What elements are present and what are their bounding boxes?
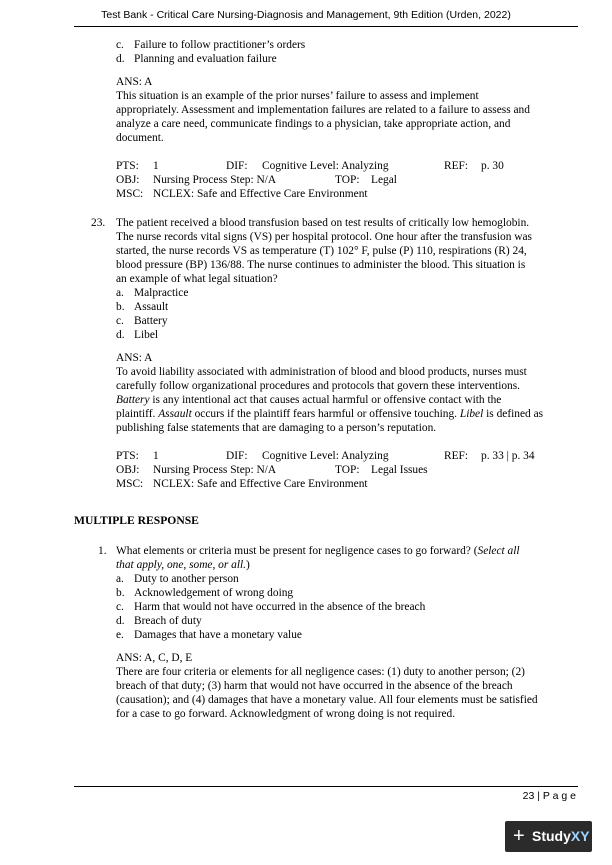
q23-option-a: a. Malpractice (116, 287, 189, 299)
q22-rationale-line: appropriately. Assessment and implementation failures are related to a failure to assess and (116, 104, 530, 116)
mr1-option-b: b. Acknowledgement of wrong doing (116, 587, 294, 599)
mr1-option-a: a. Duty to another person (116, 573, 239, 585)
q23-answer: ANS: A (116, 352, 153, 364)
q22-rationale-line: analyze a care need, communicate findings to a physician, take appropriate action, and (116, 118, 511, 130)
q23-option-d: d. Libel (116, 329, 159, 341)
q23-option-b: b. Assault (116, 301, 169, 313)
page-number: 23 | P a g e (522, 790, 576, 802)
studyxy-badge[interactable] (505, 821, 592, 852)
q23-rationale-line: carefully follow organizational procedures and protocols that govern these interventions. (116, 380, 521, 392)
q22-option-d: d. Planning and evaluation failure (116, 53, 277, 65)
q23-rationale-line: publishing false statements that are damaging to a person’s reputation. (116, 422, 437, 434)
mr1-stem-line: What elements or criteria must be present for negligence cases to go forward? (Select all (116, 545, 520, 557)
q22-answer: ANS: A (116, 76, 153, 88)
q23-stem-line: blood pressure (BP) 136/88. The nurse continues to administer the blood. This situation is (116, 259, 526, 271)
q23-stem-line: The patient received a blood transfusion based on test results of critically low hemoglobin. (116, 217, 530, 229)
mr1-stem-line: that apply, one, some, or all.) (116, 559, 250, 571)
mr1-rationale-line: There are four criteria or elements for all negligence cases: (1) duty to another person; (2) (116, 666, 525, 678)
plus-icon: + (513, 825, 525, 847)
mr1-answer: ANS: A, C, D, E (116, 652, 193, 664)
section-heading: MULTIPLE RESPONSE (74, 514, 199, 527)
q23-stem-line: The nurse records vital signs (VS) per hospital protocol. One hour after the transfusion was (116, 231, 532, 243)
mr1-number: 1. (98, 545, 107, 557)
q23-number: 23. (91, 217, 106, 229)
q23-rationale-line: Battery is any intentional act that causes actual harmful or offensive contact with the (116, 394, 502, 406)
footer-rule (74, 786, 578, 787)
q23-rationale-line: plaintiff. Assault occurs if the plaintiff fears harmful or offensive touching. Libel is defined as (116, 408, 544, 420)
mr1-rationale-line: (causation); and (4) damages that have a monetary value. All four elements must be satisfied (116, 694, 538, 706)
mr1-rationale-line: for a case to go forward. Acknowledgment of wrong doing is not required. (116, 708, 456, 720)
q22-option-c: c. Failure to follow practitioner’s orders (116, 39, 306, 51)
header-rule (74, 26, 578, 27)
q23-option-c: c. Battery (116, 315, 168, 327)
q23-stem-line: started, the nurse records VS as temperature (T) 102° F, pulse (P) 110, respirations (R) 24, (116, 245, 527, 257)
mr1-option-c: c. Harm that would not have occurred in the absence of the breach (116, 601, 426, 613)
q22-rationale-line: document. (116, 132, 164, 144)
q22-rationale-line: This situation is an example of the prior nurses’ failure to assess and implement (116, 90, 479, 102)
q23-rationale-line: To avoid liability associated with administration of blood and blood products, nurses must (116, 366, 527, 378)
mr1-option-d: d. Breach of duty (116, 615, 202, 627)
mr1-option-e: e. Damages that have a monetary value (116, 629, 302, 641)
mr1-rationale-line: breach of that duty; (3) harm that would not have occurred in the absence of the breach (116, 680, 513, 692)
page-header: Test Bank - Critical Care Nursing-Diagnosis and Management, 9th Edition (Urden, 2022) (101, 9, 511, 21)
brand-name: StudyXY (532, 828, 590, 844)
q23-stem-line: an example of what legal situation? (116, 273, 278, 285)
